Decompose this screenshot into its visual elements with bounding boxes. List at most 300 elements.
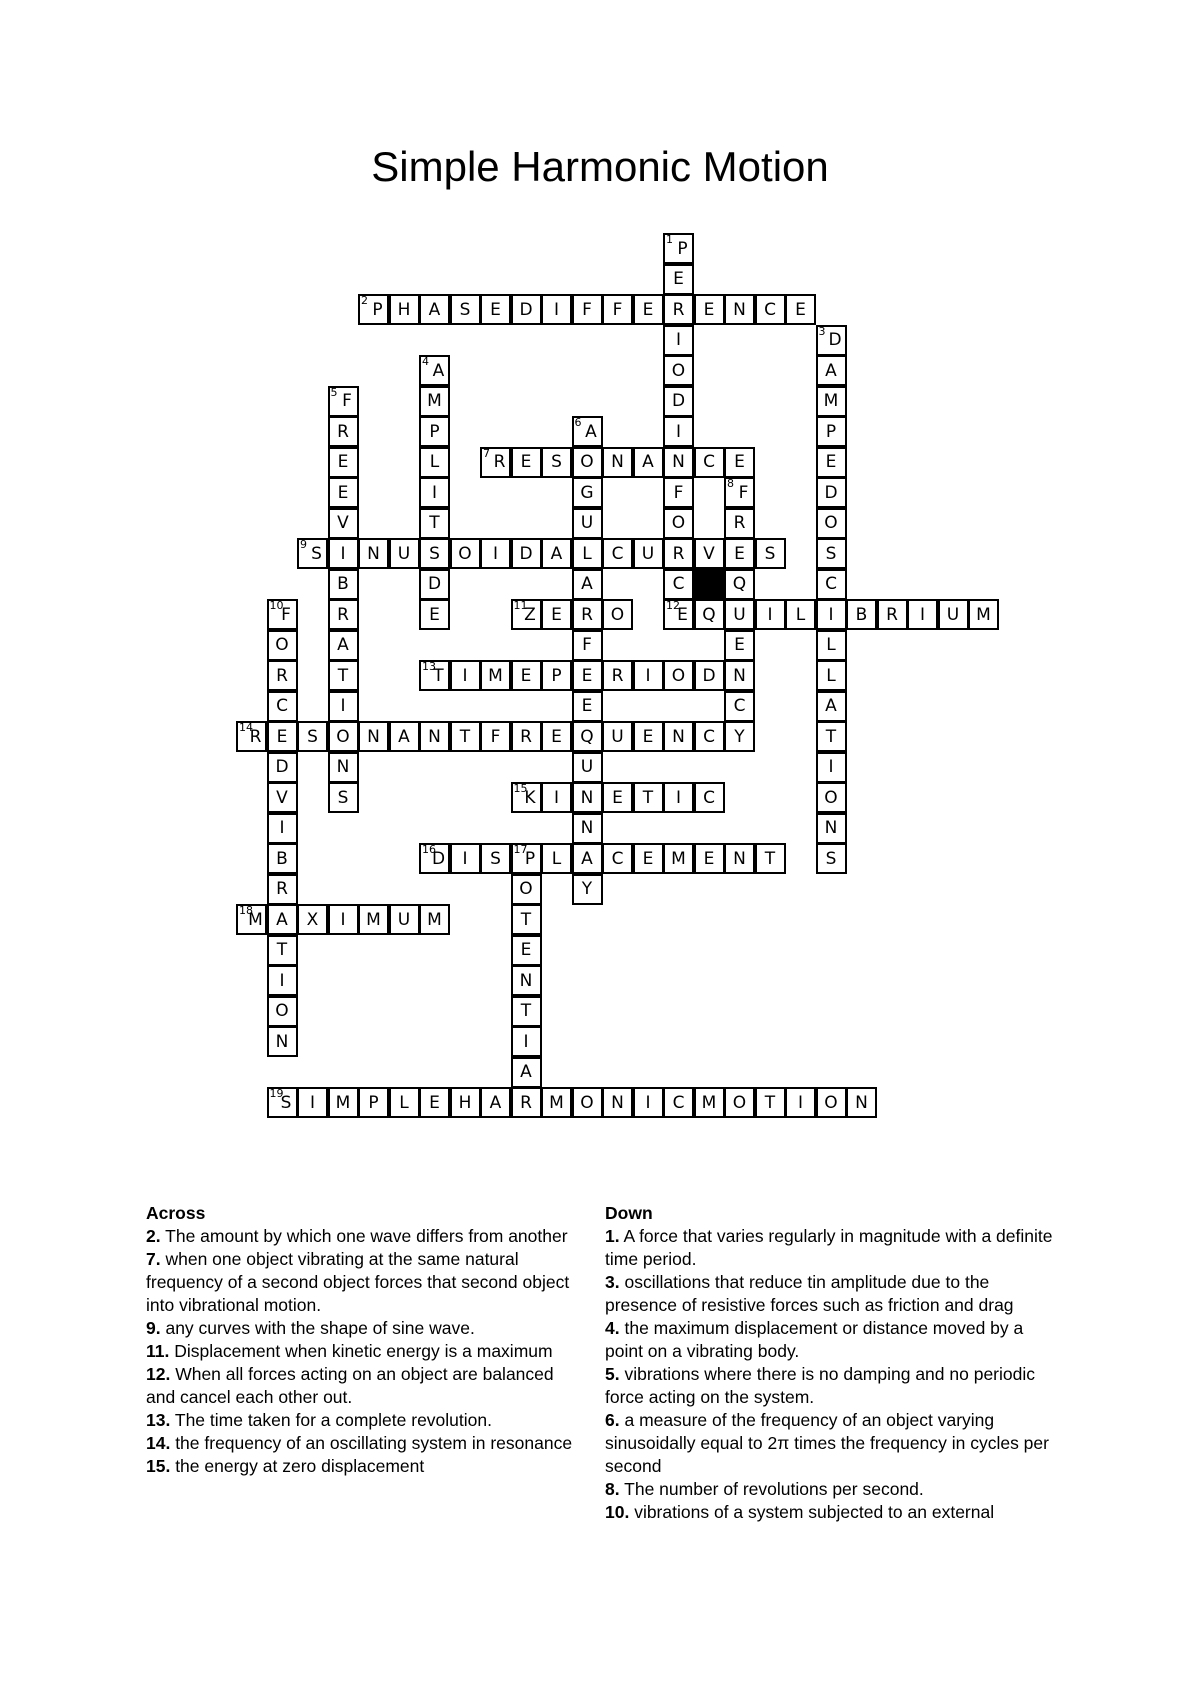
cell-letter: I — [675, 330, 681, 350]
grid-cell — [724, 508, 755, 539]
clue-number: 17 — [513, 843, 528, 856]
grid-cell — [877, 599, 908, 630]
grid-cell — [236, 904, 267, 935]
cell-letter: A — [581, 574, 593, 594]
grid-cell — [297, 904, 328, 935]
grid-cell — [694, 294, 725, 325]
clue-number-label: 10. — [605, 1502, 630, 1522]
grid-cell — [419, 294, 450, 325]
cell-letter: B — [855, 604, 868, 625]
cell-letter: E — [734, 635, 745, 655]
cell-letter: N — [367, 726, 380, 747]
cell-letter: I — [340, 909, 346, 930]
clue-number: 11 — [513, 599, 528, 612]
cell-letter: K — [524, 787, 536, 808]
grid-cell — [816, 538, 847, 569]
cell-letter: S — [429, 543, 440, 564]
cell-letter: I — [767, 604, 773, 625]
grid-cell — [419, 599, 450, 630]
down-clue — [605, 1409, 1065, 1478]
cell-letter: T — [337, 665, 349, 686]
grid-cell — [724, 660, 755, 691]
cell-letter: C — [764, 299, 776, 320]
cell-letter: E — [581, 665, 593, 686]
grid-cell — [572, 813, 603, 844]
cell-letter: F — [490, 726, 501, 747]
grid-cell — [389, 538, 420, 569]
cell-letter: I — [492, 543, 498, 564]
cell-letter: E — [520, 452, 532, 472]
grid-cell — [328, 1087, 359, 1118]
cell-letter: T — [276, 940, 288, 960]
grid-cell — [694, 721, 725, 752]
page-title: Simple Harmonic Motion — [371, 143, 829, 190]
cell-letter: T — [642, 787, 654, 808]
grid-cell — [419, 904, 450, 935]
down-clue — [605, 1225, 1065, 1271]
cell-letter: N — [428, 726, 441, 747]
cell-letter: I — [675, 787, 681, 808]
cell-letter: D — [671, 391, 686, 411]
cell-letter: O — [275, 1001, 289, 1021]
grid-cell — [511, 843, 542, 874]
grid-cell — [267, 935, 298, 966]
cell-letter: M — [366, 909, 381, 930]
clue-number-label: 6. — [605, 1410, 620, 1430]
cell-letter: E — [734, 452, 745, 472]
grid-cell — [419, 1087, 450, 1118]
grid-cell — [480, 660, 511, 691]
grid-cell — [480, 294, 511, 325]
cell-letter: O — [824, 1092, 838, 1113]
grid-cell — [846, 1087, 877, 1118]
grid-cell — [602, 843, 633, 874]
grid-cell — [297, 1087, 328, 1118]
grid-cell — [267, 691, 298, 722]
clue-text: the energy at zero displacement — [170, 1456, 425, 1476]
cell-letter: A — [825, 360, 837, 381]
cell-letter: A — [398, 726, 410, 747]
clue-number: 2 — [361, 294, 368, 307]
cell-letter: I — [309, 1092, 315, 1113]
cell-letter: T — [433, 665, 444, 686]
clue-text: vibrations where there is no damping and no periodic force acting on the system. — [605, 1364, 1035, 1407]
cell-letter: B — [337, 574, 349, 594]
down-clue — [605, 1478, 1065, 1501]
cell-letter: T — [520, 909, 532, 930]
cell-letter: Q — [732, 574, 747, 594]
cell-letter: D — [275, 757, 289, 777]
cell-letter: E — [703, 299, 715, 320]
clue-text: The number of revolutions per second. — [619, 1479, 924, 1499]
cell-letter: C — [611, 848, 624, 869]
grid-cell — [389, 1087, 420, 1118]
cell-letter: P — [551, 665, 562, 686]
cell-letter: U — [611, 726, 624, 747]
grid-cell — [663, 843, 694, 874]
cell-letter: S — [490, 848, 501, 869]
cell-letter: U — [397, 909, 411, 930]
cell-letter: S — [280, 1092, 292, 1113]
grid-cell — [694, 1087, 725, 1118]
grid-cell — [663, 569, 694, 600]
cell-letter: A — [585, 421, 597, 442]
cell-letter: A — [520, 1062, 532, 1082]
cell-letter: R — [886, 604, 898, 625]
grid-cell — [511, 1026, 542, 1057]
cell-letter: S — [551, 452, 562, 472]
grid-cell — [358, 538, 389, 569]
grid-cell — [602, 721, 633, 752]
cell-letter: D — [824, 482, 838, 503]
cell-letter: O — [732, 1092, 747, 1113]
grid-cell — [663, 660, 694, 691]
grid-cell — [663, 264, 694, 295]
cell-letter: E — [734, 543, 745, 564]
cell-letter: R — [520, 1092, 532, 1113]
grid-cell — [389, 721, 420, 752]
grid-cell — [358, 904, 389, 935]
clue-text: The amount by which one wave differs from another — [160, 1226, 568, 1246]
clue-number: 6 — [574, 416, 582, 429]
grid-cell — [694, 538, 725, 569]
grid-cell — [724, 599, 755, 630]
grid-cell — [755, 294, 786, 325]
grid-cell — [968, 599, 999, 630]
grid-cell — [267, 630, 298, 661]
grid-cell — [541, 294, 572, 325]
grid-cell — [724, 569, 755, 600]
cell-letter: U — [397, 543, 411, 564]
down-clue — [605, 1271, 1065, 1317]
cell-letter: I — [462, 848, 468, 869]
grid-cell — [511, 447, 542, 478]
grid-cell — [297, 721, 328, 752]
grid-cell — [633, 294, 664, 325]
clue-text: the maximum displacement or distance moved by a point on a vibrating body. — [605, 1318, 1024, 1361]
cell-letter: I — [553, 299, 559, 320]
cell-letter: I — [462, 665, 468, 686]
cell-letter: N — [733, 848, 746, 869]
clue-number: 12 — [666, 599, 680, 612]
grid-cell — [755, 599, 786, 630]
cell-letter: U — [641, 543, 655, 564]
cell-letter: A — [337, 635, 349, 655]
grid-cell — [633, 660, 664, 691]
grid-cell — [572, 752, 603, 783]
grid-cell — [419, 538, 450, 569]
grid-cell — [633, 843, 664, 874]
cell-letter: E — [795, 299, 806, 320]
cell-letter: S — [311, 543, 322, 564]
clue-number: 4 — [422, 355, 429, 368]
cell-letter: A — [642, 452, 654, 472]
cell-letter: N — [519, 970, 533, 991]
grid-cell — [267, 721, 298, 752]
cell-letter: A — [581, 848, 593, 869]
grid-cell — [541, 721, 572, 752]
cell-letter: R — [493, 452, 506, 472]
grid-cell — [450, 843, 481, 874]
clue-number: 16 — [422, 843, 436, 856]
cell-letter: P — [368, 1092, 379, 1113]
grid-cell — [267, 904, 298, 935]
cell-letter: A — [825, 696, 837, 716]
cell-letter: O — [580, 1092, 594, 1113]
grid-cell — [663, 599, 694, 630]
cell-letter: E — [490, 299, 501, 320]
clue-number-label: 4. — [605, 1318, 620, 1338]
grid-cell — [450, 294, 481, 325]
clue-text: The time taken for a complete revolution. — [170, 1410, 492, 1430]
cell-letter: R — [581, 604, 593, 625]
clue-number-label: 12. — [146, 1364, 171, 1384]
clue-text: any curves with the shape of sine wave. — [160, 1318, 475, 1338]
grid-cell — [816, 843, 847, 874]
cell-letter: C — [703, 452, 715, 472]
grid-cell — [663, 782, 694, 813]
cell-letter: S — [825, 543, 837, 564]
cell-letter: V — [276, 787, 288, 808]
cell-letter: R — [249, 726, 262, 747]
cell-letter: F — [673, 482, 684, 503]
grid-cell — [572, 538, 603, 569]
cell-letter: T — [825, 726, 837, 747]
grid-cell — [938, 599, 969, 630]
grid-cell — [663, 477, 694, 508]
grid-cell — [328, 477, 359, 508]
cell-letter: P — [677, 238, 688, 259]
clue-text: Displacement when kinetic energy is a maximum — [169, 1341, 553, 1361]
cell-letter: L — [399, 1092, 409, 1113]
grid-cell — [328, 416, 359, 447]
cell-letter: S — [337, 787, 349, 808]
grid-cell — [328, 599, 359, 630]
cell-letter: I — [797, 1092, 803, 1113]
across-clue — [146, 1225, 586, 1248]
cell-letter: R — [672, 299, 685, 320]
grid-cell — [572, 599, 603, 630]
grid-cell — [511, 1087, 542, 1118]
cell-letter: Q — [702, 604, 716, 625]
clue-number-label: 1. — [605, 1226, 620, 1246]
clue-text: the frequency of an oscillating system in resonance — [170, 1433, 573, 1453]
cell-letter: P — [372, 299, 383, 320]
grid-cell — [816, 721, 847, 752]
across-clue — [146, 1432, 586, 1455]
grid-cell — [572, 569, 603, 600]
grid-cell — [267, 1026, 298, 1057]
cell-letter: N — [733, 665, 746, 686]
grid-cell — [419, 569, 450, 600]
cell-letter: E — [429, 604, 440, 625]
across-heading: Across — [146, 1203, 206, 1223]
cell-letter: F — [582, 635, 592, 655]
cell-letter: E — [276, 726, 288, 747]
grid-cell — [907, 599, 938, 630]
grid-cell — [663, 508, 694, 539]
grid-cell — [328, 538, 359, 569]
cell-letter: D — [702, 665, 716, 686]
cell-letter: L — [795, 604, 806, 625]
clue-number-label: 9. — [146, 1318, 161, 1338]
cell-letter: Y — [734, 726, 745, 747]
grid-cell — [724, 447, 755, 478]
grid-cell — [663, 721, 694, 752]
grid-cell — [419, 386, 450, 417]
cell-letter: H — [397, 299, 411, 320]
cell-letter: E — [642, 848, 654, 869]
grid-cell — [816, 782, 847, 813]
clue-number-label: 14. — [146, 1433, 171, 1453]
grid-cell — [602, 782, 633, 813]
grid-cell — [511, 294, 542, 325]
grid-cell — [450, 660, 481, 691]
cell-letter: S — [825, 848, 837, 869]
grid-cell — [541, 447, 572, 478]
cell-letter: C — [733, 696, 746, 716]
cell-letter: M — [248, 909, 263, 930]
cell-letter: T — [520, 1001, 532, 1021]
clue-number: 7 — [483, 446, 490, 460]
grid-cell — [846, 599, 877, 630]
grid-cell — [724, 721, 755, 752]
clue-number: 1 — [666, 233, 673, 246]
cell-letter: G — [580, 482, 594, 503]
clue-number-label: 15. — [146, 1456, 171, 1476]
cell-letter: D — [519, 543, 533, 564]
grid-cell — [236, 721, 267, 752]
cell-letter: F — [281, 604, 291, 625]
grid-cell — [572, 721, 603, 752]
cell-letter: L — [551, 848, 562, 869]
across-clue — [146, 1317, 586, 1340]
grid-cell — [785, 1087, 816, 1118]
clue-text: When all forces acting on an object are balanced and cancel each other out. — [146, 1364, 554, 1407]
clue-number-label: 11. — [146, 1341, 170, 1361]
grid-cell — [724, 630, 755, 661]
grid-cell — [602, 447, 633, 478]
clue-text: vibrations of a system subjected to an external — [629, 1502, 995, 1522]
cell-letter: T — [459, 726, 471, 747]
cell-letter: O — [580, 452, 594, 472]
cell-letter: N — [580, 818, 594, 838]
cell-letter: E — [520, 665, 532, 686]
clue-number: 5 — [330, 385, 338, 399]
cell-letter: M — [671, 848, 686, 869]
grid-cell — [663, 355, 694, 386]
grid-cell — [663, 386, 694, 417]
grid-cell — [633, 1087, 664, 1118]
cell-letter: C — [672, 1092, 685, 1113]
cell-letter: U — [580, 757, 594, 777]
cell-letter: E — [337, 482, 349, 503]
cell-letter: E — [642, 299, 654, 320]
cell-letter: M — [335, 1092, 351, 1113]
grid-cell — [358, 1087, 389, 1118]
cell-letter: R — [276, 665, 288, 686]
grid-cell — [816, 447, 847, 478]
grid-cell — [267, 843, 298, 874]
clue-number: 9 — [300, 538, 307, 551]
across-clues — [146, 1202, 586, 1478]
cell-letter: D — [519, 299, 533, 320]
cell-letter: T — [764, 1092, 776, 1113]
grid-cell — [572, 691, 603, 722]
cell-letter: F — [738, 482, 749, 503]
cell-letter: N — [336, 757, 350, 777]
grid-cell — [572, 843, 603, 874]
cell-letter: O — [519, 879, 533, 899]
grid-cell — [694, 660, 725, 691]
cell-letter: D — [427, 574, 442, 594]
cell-letter: I — [919, 604, 925, 625]
grid-cell — [602, 294, 633, 325]
cell-letter: R — [611, 665, 624, 686]
grid-cell — [267, 965, 298, 996]
clue-text: when one object vibrating at the same natural frequency of a second object forces that second object into vibrational motion. — [146, 1249, 570, 1315]
cell-letter: B — [276, 848, 288, 869]
grid-cell — [816, 508, 847, 539]
grid-cell — [633, 538, 664, 569]
cell-letter: O — [610, 604, 625, 625]
cell-letter: U — [946, 604, 960, 625]
clue-number: 13 — [422, 660, 436, 673]
grid-cell — [450, 1087, 481, 1118]
grid-cell — [267, 599, 298, 630]
down-heading: Down — [605, 1203, 653, 1223]
grid-cell — [663, 325, 694, 356]
cell-letter: S — [307, 726, 318, 747]
grid-cell — [572, 416, 603, 447]
cell-letter: M — [427, 909, 442, 930]
grid-cell — [694, 599, 725, 630]
clue-number: 3 — [818, 324, 826, 338]
down-clue-list — [605, 1225, 1065, 1524]
grid-cell — [724, 477, 755, 508]
cell-letter: F — [612, 299, 623, 320]
grid-cell — [724, 538, 755, 569]
grid-cell — [480, 538, 511, 569]
grid-cell — [663, 538, 694, 569]
clue-number-label: 3. — [605, 1272, 620, 1292]
cell-letter: M — [701, 1092, 717, 1113]
grid-cell — [816, 752, 847, 783]
grid-cell — [755, 843, 786, 874]
cell-letter: C — [276, 696, 288, 716]
grid-cell — [328, 660, 359, 691]
cell-letter: E — [337, 452, 349, 472]
grid-cell — [328, 569, 359, 600]
down-clue — [605, 1363, 1065, 1409]
grid-cell — [419, 508, 450, 539]
grid-cell — [541, 1087, 572, 1118]
across-clue — [146, 1340, 586, 1363]
cell-letter: N — [611, 1092, 624, 1113]
grid-cell — [511, 965, 542, 996]
grid-cell — [480, 843, 511, 874]
down-clue — [605, 1317, 1065, 1363]
cell-letter: R — [520, 726, 532, 747]
grid-cell — [328, 691, 359, 722]
grid-cell — [694, 843, 725, 874]
cell-letter: I — [828, 757, 834, 777]
cell-letter: C — [611, 543, 624, 564]
cell-letter: A — [432, 360, 445, 381]
cell-letter: E — [551, 604, 562, 625]
cell-letter: O — [671, 513, 686, 533]
grid-cell — [419, 447, 450, 478]
